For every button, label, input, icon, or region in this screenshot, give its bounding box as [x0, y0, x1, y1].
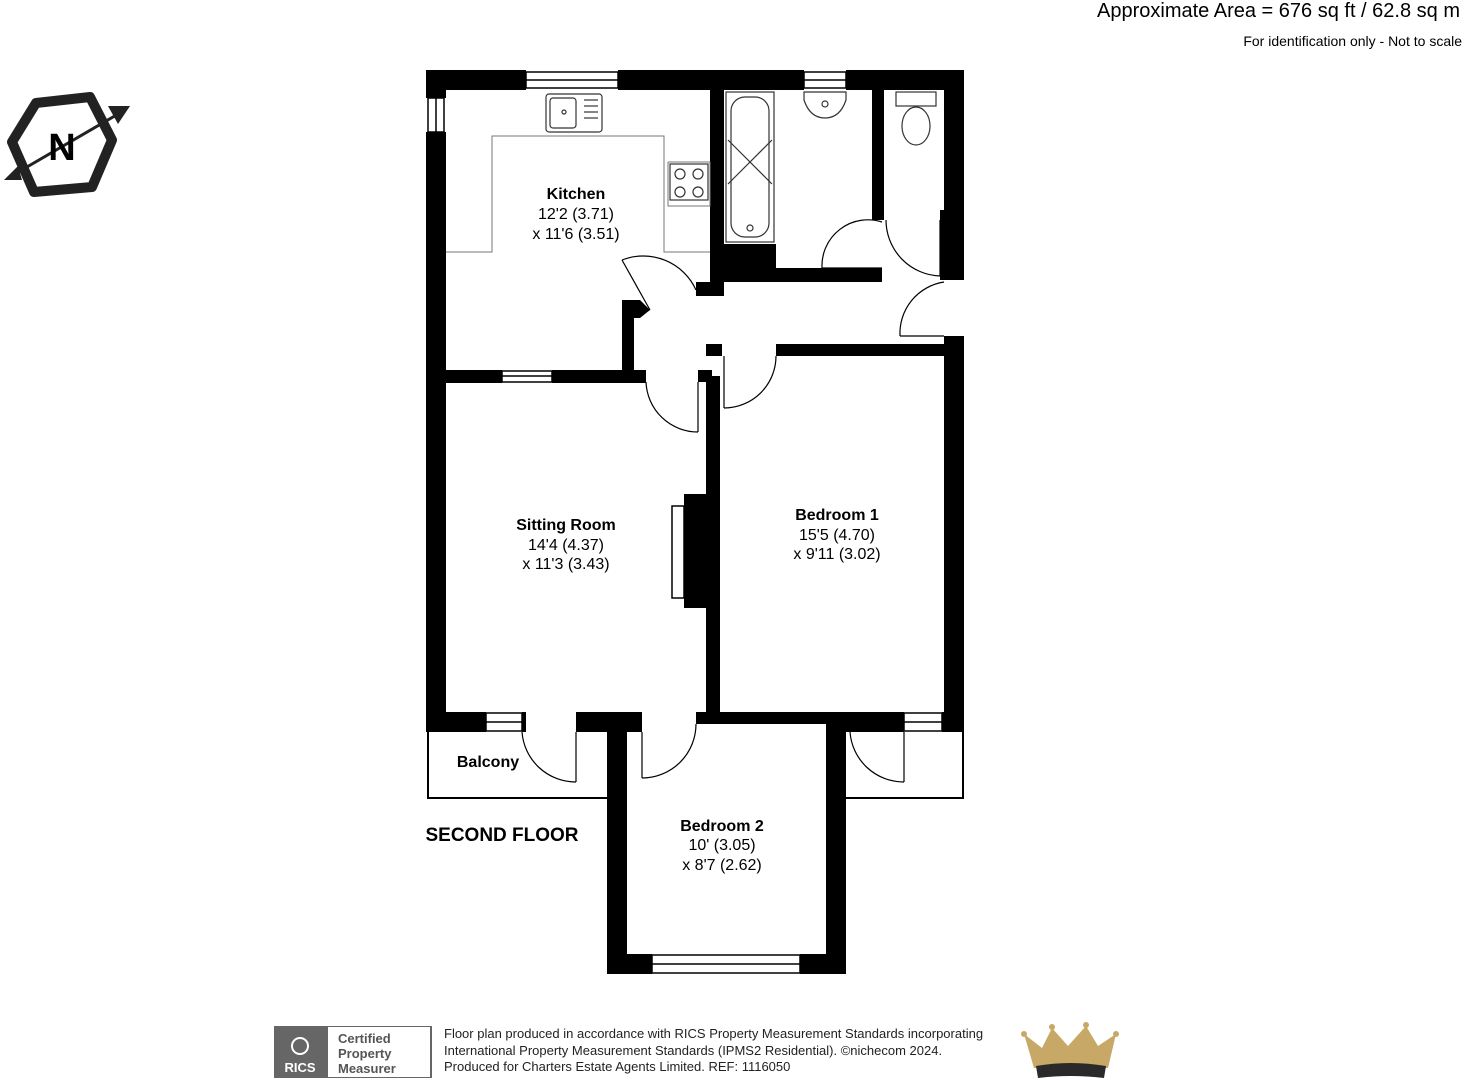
rics-brand-text: RICS	[284, 1060, 316, 1075]
kitchen-label: Kitchen	[546, 186, 606, 203]
badge-line3: Measurer	[338, 1061, 396, 1076]
bedroom2-label: Bedroom 2	[680, 818, 764, 835]
kitchen-dim2: x 11'6 (3.51)	[532, 226, 620, 243]
crown-logo-icon	[1021, 1022, 1119, 1078]
badge-line2: Property	[338, 1046, 392, 1061]
compass-letter: N	[48, 127, 76, 169]
badge-line1: Certified	[338, 1031, 391, 1046]
sitting-room-dim1: 14'4 (4.37)	[528, 537, 604, 554]
bedroom1-dim2: x 9'11 (3.02)	[793, 546, 881, 563]
footer-line1: Floor plan produced in accordance with RICS Property Measurement Standards incorporating	[444, 1026, 984, 1041]
washbasin-icon	[804, 92, 846, 118]
identification-note: For identification only - Not to scale	[1243, 33, 1462, 49]
bedroom2-dim2: x 8'7 (2.62)	[682, 857, 762, 874]
hob-icon	[670, 164, 708, 200]
rics-certified-badge	[274, 1026, 432, 1078]
balcony-label: Balcony	[456, 754, 520, 771]
doors	[522, 220, 944, 782]
sink-icon	[546, 94, 602, 132]
bedroom2-dim1: 10' (3.05)	[688, 837, 756, 854]
approximate-area: Approximate Area = 676 sq ft / 62.8 sq m	[1097, 0, 1460, 22]
sitting-room-dim2: x 11'3 (3.43)	[522, 556, 610, 573]
kitchen-dim1: 12'2 (3.71)	[538, 206, 614, 223]
floor-label: SECOND FLOOR	[425, 825, 579, 846]
bedroom1-dim1: 15'5 (4.70)	[799, 527, 875, 544]
footer-line2: International Property Measurement Standards (IPMS2 Residential). ©nichecom 2024.	[444, 1042, 943, 1058]
sitting-room-label: Sitting Room	[516, 517, 616, 534]
toilet-icon	[896, 92, 936, 145]
bedroom1-label: Bedroom 1	[795, 507, 879, 524]
north-arrow-icon	[4, 97, 130, 192]
footer-disclaimer	[444, 1026, 983, 1076]
footer-line3: Produced for Charters Estate Agents Limited. REF: 1116050	[444, 1059, 791, 1074]
room-labels	[425, 186, 880, 874]
bath-icon	[726, 92, 774, 242]
